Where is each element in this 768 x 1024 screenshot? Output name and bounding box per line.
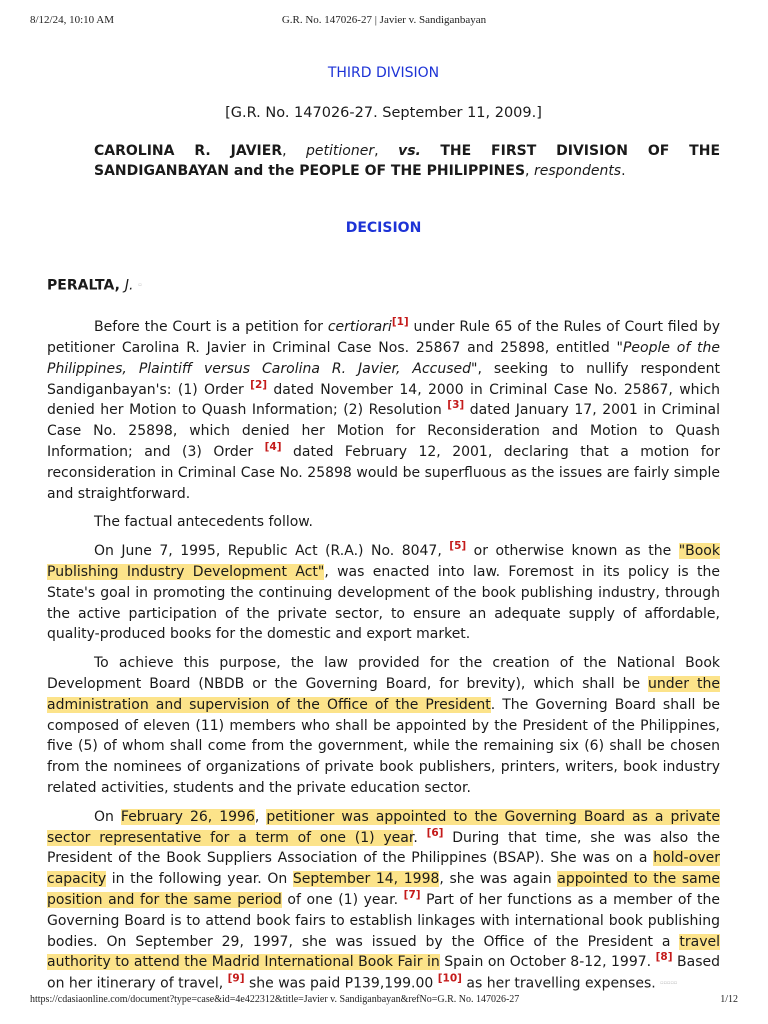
petitioner-role: petitioner	[306, 142, 375, 159]
highlight: under the administration and supervision of the Office of the President	[47, 675, 720, 713]
ponente-suffix: J.	[124, 277, 134, 294]
paragraph-3: On June 7, 1995, Republic Act (R.A.) No. 8047, [5] or otherwise known as the "Book Publishing Industry Development Act", was enacted into law. Foremost in its policy is the State's goal in promoting the continuing development of the book publishing industry, through the active participation of the private sector, to ensure an adequate supply of affordable, quality-produced books for the domestic and export market.	[47, 540, 720, 643]
page-number: 1/12	[720, 994, 738, 1005]
paragraph-2: The factual antecedents follow.	[94, 514, 313, 531]
footnote-link-4[interactable]: [4]	[264, 440, 282, 453]
highlight: petitioner was appointed to the Governing Board as a private sector representative for a term of one (1) year	[47, 808, 720, 846]
highlight: September 14, 1998	[292, 871, 440, 888]
copy-mark-icon: ▫	[138, 281, 142, 288]
footnote-link-6[interactable]: [6]	[426, 826, 444, 839]
highlight: appointed to the same position and for the same period	[47, 871, 720, 908]
paragraph-4: To achieve this purpose, the law provided for the creation of the National Book Development Board (NBDB or the Governing Board, for brevity), which shall be under the administration and supervision of the Office of the President. The Governing Board shall be composed of eleven (11) members who shall be appointed by the President of the Philippines, five (5) of whom shall come from the government, while the remaining six (6) shall be chosen from the nominees of organizations of private book publishers, printers, writers, book industry related activities, students and the private education sector.	[47, 655, 720, 796]
paragraph-5: On February 26, 1996, petitioner was appointed to the Governing Board as a private sector representative for a term of one (1) year. [6] During that time, she was also the President of the Book Suppliers Association of the Philippines (BSAP). She was on a hold-over capacity in the following year. On September 14, 1998, she was again appointed to the same position and for the same period of one (1) year. [7] Part of her functions as a member of the Governing Board is to attend book fairs to establish linkages with international book publishing bodies. On September 29, 1997, she was issued by the Office of the President a travel authority to attend the Madrid International Book Fair in Spain on October 8-12, 1997. [8] Based on her itinerary of travel, [9] she was paid P139,199.00 [10] as her travelling expenses. ▫▫▫▫▫	[47, 808, 720, 992]
petitioner-name: CAROLINA R. JAVIER	[94, 142, 283, 159]
print-title: G.R. No. 147026-27 | Javier v. Sandiganbayan	[281, 14, 487, 26]
footnote-link-9[interactable]: [9]	[227, 972, 245, 985]
copy-mark-icon: ▫▫▫▫▫	[660, 980, 678, 987]
division-heading: THIRD DIVISION	[327, 65, 440, 81]
highlight: hold-over capacity	[47, 850, 720, 888]
ponente-name: PERALTA	[47, 277, 115, 294]
footnote-link-1[interactable]: [1]	[391, 316, 409, 329]
respondents-name: THE FIRST DIVISION OF THE SANDIGANBAYAN and the PEOPLE OF THE PHILIPPINES	[94, 142, 721, 180]
footnote-link-8[interactable]: [8]	[655, 951, 673, 964]
versus-label: vs.	[398, 142, 421, 159]
case-number: [G.R. No. 147026-27. September 11, 2009.]	[225, 104, 542, 121]
highlight: February 26, 1996	[120, 808, 255, 825]
paragraph-1: Before the Court is a petition for certiorari[1] under Rule 65 of the Rules of Court filed by petitioner Carolina R. Javier in Criminal Case Nos. 25867 and 25898, entitled "People of the Philippines, Plaintiff versus Carolina R. Javier, Accused", seeking to nullify respondent Sandiganbayan's: (1) Order [2] dated November 14, 2000 in Criminal Case No. 25867, which denied her Motion to Quash Information; (2) Resolution [3] dated January 17, 2001 in Criminal Case No. 25898, which denied her Motion for Reconsideration and Motion to Quash Information; and (3) Order [4] dated February 12, 2001, declaring that a motion for reconsideration in Criminal Case No. 25898 would be superfluous as the issues are fairly simple and straightforward.	[47, 316, 721, 502]
page-url: https://cdasiaonline.com/document?type=case&id=4e422312&title=Javier v. Sandiganbayan&refNo=G.R. No. 147026-27	[30, 994, 520, 1005]
footnote-link-2[interactable]: [2]	[250, 378, 268, 391]
decision-heading: DECISION	[345, 220, 422, 237]
document-body	[47, 60, 720, 994]
highlight: travel authority to attend the Madrid International Book Fair in	[47, 933, 720, 971]
print-header	[30, 14, 738, 30]
footnote-link-3[interactable]: [3]	[447, 399, 465, 412]
footnote-link-7[interactable]: [7]	[403, 888, 421, 901]
footnote-link-5[interactable]: [5]	[449, 540, 467, 553]
print-datetime: 8/12/24, 10:10 AM	[30, 14, 115, 26]
footnote-link-10[interactable]: [10]	[437, 972, 462, 985]
case-parties: CAROLINA R. JAVIER, petitioner, vs. THE FIRST DIVISION OF THE SANDIGANBAYAN and the PEOPLE OF THE PHILIPPINES, respondents.	[94, 142, 721, 180]
print-footer	[30, 994, 738, 1008]
highlight: "Book Publishing Industry Development Act"	[47, 543, 720, 580]
respondents-role: respondents	[533, 163, 622, 180]
ponente: PERALTA, J. ▫	[47, 277, 142, 294]
